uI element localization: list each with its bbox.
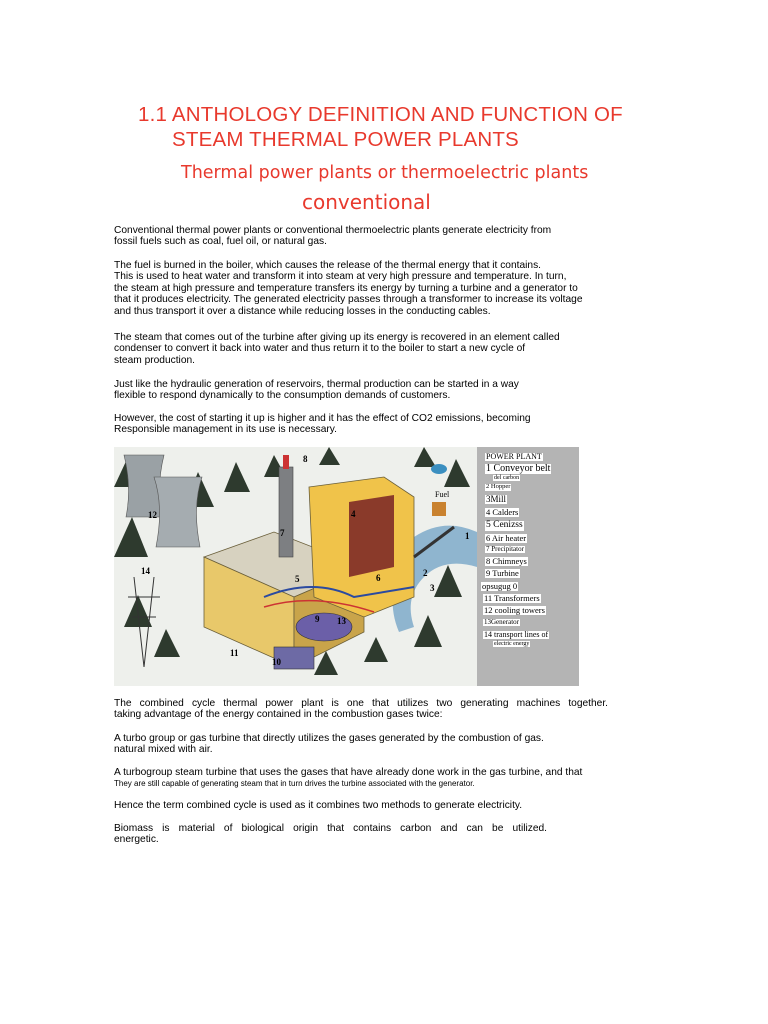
paragraph-9 <box>114 800 634 811</box>
legend-item: 6 Air heater <box>486 533 527 543</box>
text-line: Biomass is material of biological origin that contains carbon and can be utilized. <box>114 823 547 834</box>
text-line: natural mixed with air. <box>114 744 213 756</box>
text-line: A turbo group or gas turbine that directly utilizes the gases generated by the combustion of gas. <box>114 733 544 744</box>
marker-1: 1 <box>465 531 470 541</box>
paragraph-4 <box>114 379 634 402</box>
text-line: taking advantage of the energy contained in the combustion gases twice: <box>114 709 443 721</box>
legend-item-sub: del carbon <box>494 475 520 481</box>
marker-13: 13 <box>337 616 346 626</box>
legend-title: POWER PLANT <box>486 452 542 461</box>
section-heading-line1: 1.1 ANTHOLOGY DEFINITION AND FUNCTION OF <box>138 103 623 126</box>
text-line: flexible to respond dynamically to the consumption demands of customers. <box>114 390 451 402</box>
fuel-label: Fuel <box>435 490 450 499</box>
legend-item: 4 Calders <box>486 507 519 517</box>
paragraph-7 <box>114 733 634 756</box>
text-line: condenser to convert it back into water and thus return it to the boiler to start a new cycle of <box>114 343 526 355</box>
text-line: They are still capable of generating steam that in turn drives the turbine associated with the generator. <box>114 779 475 789</box>
text-line: Conventional thermal power plants or conventional thermoelectric plants generate electricity from <box>114 225 552 236</box>
text-line: fossil fuels such as coal, fuel oil, or natural gas. <box>114 236 327 248</box>
power-plant-illustration <box>114 447 477 686</box>
text-line: the steam at high pressure and temperature transfers its energy by turning a turbine and a generator to <box>114 282 578 294</box>
marker-3: 3 <box>430 583 435 593</box>
section-heading-line2: STEAM THERMAL POWER PLANTS <box>172 128 519 151</box>
marker-6: 6 <box>376 573 381 583</box>
text-line: energetic. <box>114 834 159 846</box>
legend-item: 12 cooling towers <box>484 605 545 615</box>
section-heading <box>138 102 698 152</box>
legend-item: 5 Cenizss <box>486 520 523 530</box>
marker-12: 12 <box>148 510 157 520</box>
text-line: However, the cost of starting it up is higher and it has the effect of CO2 emissions, becoming <box>114 413 531 424</box>
legend-item: 14 transport lines of <box>484 630 549 639</box>
text-line: A turbogroup steam turbine that uses the gases that have already done work in the gas turbine, and that <box>114 767 583 778</box>
text-line: Hence the term combined cycle is used as it combines two methods to generate electricity. <box>114 800 523 811</box>
paragraph-10 <box>114 823 634 846</box>
legend-item: 9 Turbine <box>486 568 519 578</box>
subtitle: Thermal power plants or thermoelectric plants <box>181 163 589 183</box>
marker-2: 2 <box>423 568 428 578</box>
legend-item: 2 Hopper <box>486 483 511 490</box>
legend-item: opsugug 0 <box>482 581 518 591</box>
legend-item: 1 Conveyor belt <box>486 463 551 474</box>
marker-10: 10 <box>272 657 281 667</box>
text-line: Responsible management in its use is necessary. <box>114 424 337 436</box>
legend-panel <box>477 447 579 686</box>
legend-item-sub: electric energy <box>494 641 530 647</box>
legend-item: 7 Precipitator <box>486 545 524 553</box>
marker-7: 7 <box>280 528 285 538</box>
paragraph-3 <box>114 332 634 366</box>
text-line: The fuel is burned in the boiler, which causes the release of the thermal energy that it contains. <box>114 260 541 271</box>
text-line: and thus transport it over a distance while reducing losses in the conducting cables. <box>114 305 491 317</box>
marker-11: 11 <box>230 648 239 658</box>
marker-8: 8 <box>303 454 308 464</box>
text-line: Just like the hydraulic generation of reservoirs, thermal production can be started in a way <box>114 379 519 390</box>
paragraph-5 <box>114 413 634 436</box>
legend-item: 3Mill <box>486 494 507 504</box>
legend-item: 13Generator <box>484 618 519 626</box>
text-line: steam production. <box>114 354 195 366</box>
paragraph-6 <box>114 698 634 721</box>
subtitle-conventional: conventional <box>302 190 431 214</box>
paragraph-1 <box>114 225 634 248</box>
paragraph-2 <box>114 260 634 317</box>
paragraph-8 <box>114 767 634 790</box>
text-line: that it produces electricity. The generated electricity passes through a transformer to increase its voltage <box>114 294 583 306</box>
marker-5: 5 <box>295 574 300 584</box>
marker-9: 9 <box>315 614 320 624</box>
legend-item: 8 Chimneys <box>486 556 527 566</box>
legend-item: 11 Transformers <box>484 593 540 603</box>
text-line: The combined cycle thermal power plant is one that utilizes two generating machines together. <box>114 698 608 709</box>
marker-4: 4 <box>351 509 356 519</box>
power-plant-diagram <box>114 447 579 686</box>
text-line: The steam that comes out of the turbine after giving up its energy is recovered in an element called <box>114 332 560 343</box>
marker-14: 14 <box>141 566 150 576</box>
text-line: This is used to heat water and transform it into steam at very high pressure and temperature. In turn, <box>114 271 567 283</box>
